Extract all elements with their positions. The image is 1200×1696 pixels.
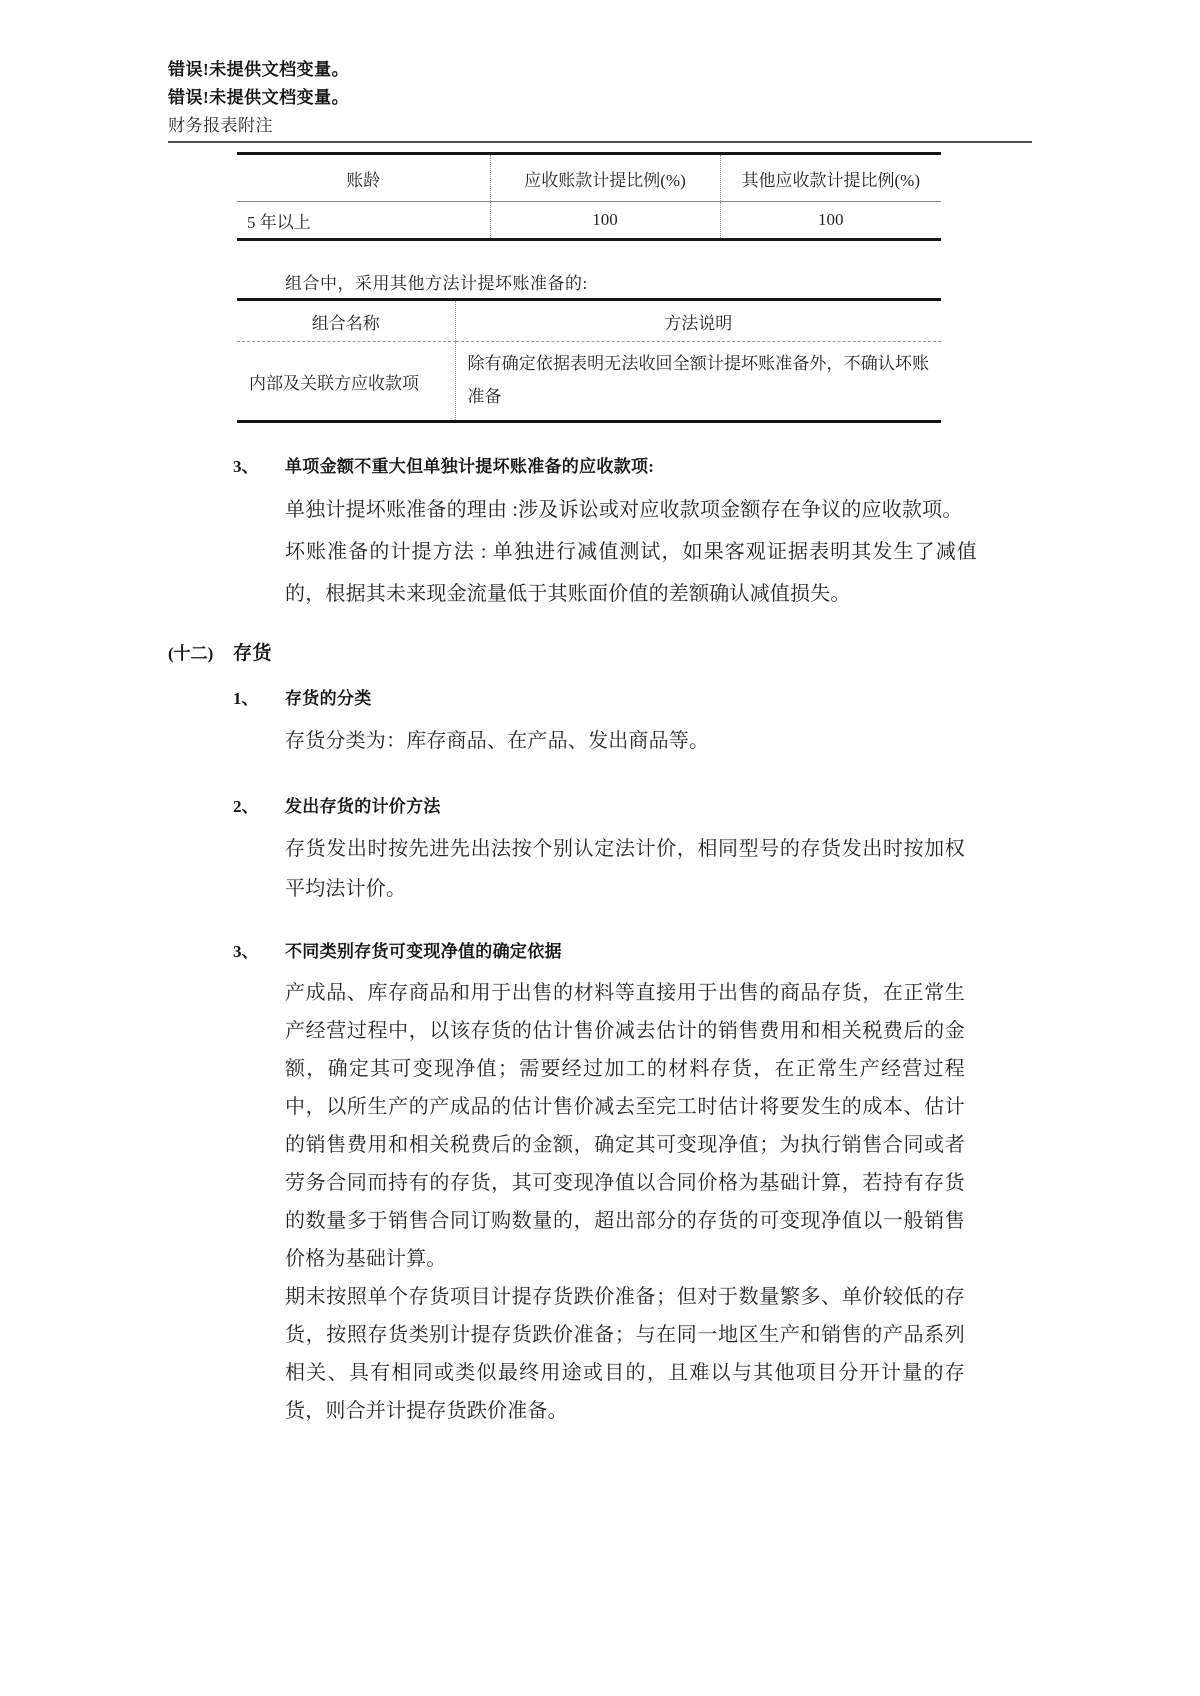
- cell-other-ratio: 100: [720, 202, 941, 240]
- combo-method-intro: 组合中，采用其他方法计提坏账准备的:: [285, 274, 588, 293]
- heading-number: 3、: [233, 457, 259, 476]
- inventory-item3-body: [285, 974, 965, 1430]
- section-title: 存货: [233, 643, 273, 664]
- table-header-row: [237, 300, 941, 342]
- combo-method-table: [237, 298, 941, 423]
- inventory-item1-heading: [233, 684, 372, 709]
- table-row: [237, 342, 941, 422]
- paragraph: 坏账准备的计提方法 : 单独进行减值测试，如果客观证据表明其发生了减值的，根据其未来现金流量低于其账面价值的差额确认减值损失。: [285, 541, 977, 605]
- document-header: [168, 56, 349, 139]
- column-header-aging: 账龄: [237, 154, 490, 202]
- header-error-line-2: 错误!未提供文档变量。: [168, 88, 350, 107]
- inventory-item2-heading: [233, 792, 441, 817]
- heading-number: 3、: [233, 942, 259, 961]
- header-subtitle: 财务报表附注: [168, 116, 273, 135]
- receivable-item3-body: [285, 489, 977, 615]
- inventory-item2-body: [285, 829, 965, 909]
- cell-ar-ratio: 100: [490, 202, 720, 240]
- paragraph: 期末按照单个存货项目计提存货跌价准备；但对于数量繁多、单价较低的存货，按照存货类别计提存货跌价准备；与在同一地区生产和销售的产品系列相关、具有相同或类似最终用途或目的，且难以与其他项目分开计量的存货，则合并计提存货跌价准备。: [285, 1286, 965, 1422]
- cell-method-desc: 除有确定依据表明无法收回全额计提坏账准备外，不确认坏账准备: [455, 342, 941, 422]
- column-header-ar-ratio: 应收账款计提比例(%): [490, 154, 720, 202]
- heading-title: 不同类别存货可变现净值的确定依据: [285, 942, 562, 961]
- paragraph: 单独计提坏账准备的理由 :涉及诉讼或对应收款项金额存在争议的应收款项。: [285, 499, 963, 521]
- heading-number: 2、: [233, 797, 259, 816]
- receivable-item3-heading: [233, 452, 654, 477]
- inventory-section-heading: [168, 638, 272, 665]
- section-number: (十二): [168, 644, 214, 663]
- heading-title: 单项金额不重大但单独计提坏账准备的应收款项:: [285, 457, 655, 476]
- cell-aging-bucket: 5 年以上: [247, 212, 311, 232]
- header-error-line-1: 错误!未提供文档变量。: [168, 60, 350, 79]
- column-header-method-desc: 方法说明: [455, 300, 941, 342]
- inventory-item1-body: [285, 721, 965, 761]
- heading-title: 存货的分类: [285, 689, 372, 708]
- table-row: [237, 202, 941, 240]
- cell-combo-name: 内部及关联方应收款项: [249, 373, 419, 393]
- heading-title: 发出存货的计价方法: [285, 797, 441, 816]
- column-header-combo-name: 组合名称: [237, 300, 455, 342]
- paragraph: 产成品、库存商品和用于出售的材料等直接用于出售的商品存货，在正常生产经营过程中，以该存货的估计售价减去估计的销售费用和相关税费后的金额，确定其可变现净值；需要经过加工的材料存货，在正常生产经营过程中，以所生产的产成品的估计售价减去至完工时估计将要发生的成本、估计的销售费用和相关税费后的金额，确定其可变现净值；为执行销售合同或者劳务合同而持有的存货，其可变现净值以合同价格为基础计算，若持有存货的数量多于销售合同订购数量的，超出部分的存货的可变现净值以一般销售价格为基础计算。: [285, 982, 965, 1270]
- inventory-item3-heading: [233, 937, 562, 962]
- header-divider: [168, 141, 1032, 143]
- aging-provision-table: [237, 152, 941, 241]
- paragraph: 存货分类为：库存商品、在产品、发出商品等。: [285, 730, 710, 752]
- table-header-row: [237, 154, 941, 202]
- paragraph: 存货发出时按先进先出法按个别认定法计价，相同型号的存货发出时按加权平均法计价。: [285, 838, 965, 900]
- heading-number: 1、: [233, 689, 259, 708]
- column-header-other-ratio: 其他应收款计提比例(%): [720, 154, 941, 202]
